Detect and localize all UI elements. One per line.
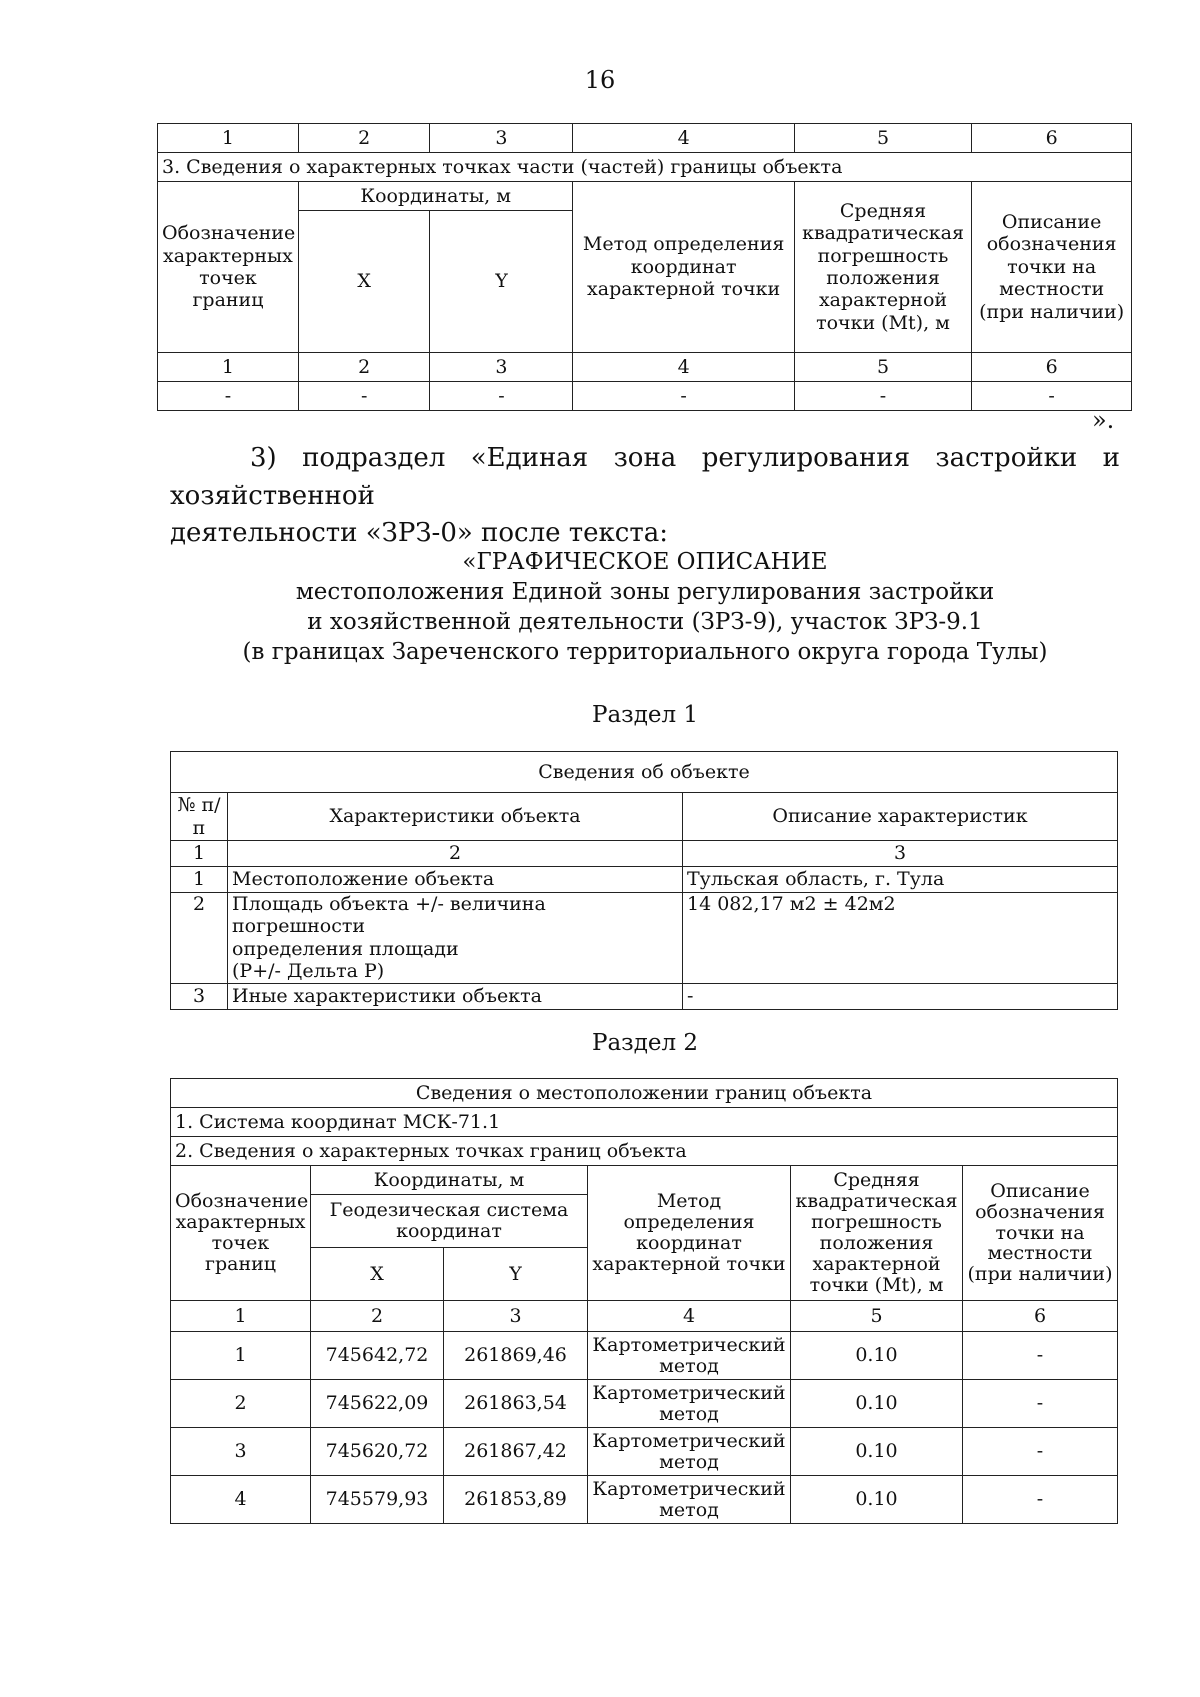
graphic-description-heading <box>0 548 1200 668</box>
body-line: 3) подраздел «Единая зона регулирования застройки и хозяйственной <box>170 443 1120 511</box>
column-header-description: Описание обозначения точки на местности (при наличии) <box>972 182 1132 353</box>
column-number: 1 <box>158 124 299 153</box>
column-number: 4 <box>573 353 794 382</box>
table-cell: - <box>430 382 573 411</box>
column-number: 2 <box>298 353 430 382</box>
boundary-points-table <box>170 1078 1118 1524</box>
column-number: 3 <box>683 841 1118 867</box>
column-number: 5 <box>791 1301 963 1332</box>
table-row <box>171 752 1118 793</box>
column-number: 3 <box>430 353 573 382</box>
method-cell: Картометрический метод <box>588 1428 791 1476</box>
section-title: Раздел 1 <box>591 702 699 728</box>
cell-line: Площадь объекта +/- величина погрешности <box>232 893 546 938</box>
characteristic-cell: Местоположение объекта <box>228 867 683 893</box>
row-number: 3 <box>171 983 228 1009</box>
body-line: деятельности «ЗРЗ-0» после текста: <box>170 518 668 549</box>
column-header-y: Y <box>430 211 573 353</box>
column-header-method: Метод определения координат характерной точки <box>573 182 794 353</box>
column-header-geodetic-system: Геодезическая система координат <box>311 1195 588 1248</box>
object-info-table <box>170 751 1118 1010</box>
column-header-characteristic: Характеристики объекта <box>228 793 683 841</box>
body-paragraph <box>170 440 1120 553</box>
y-coordinate-cell: 261869,46 <box>444 1332 588 1380</box>
table-row <box>171 1476 1118 1524</box>
coordinate-system: 1. Система координат МСК-71.1 <box>171 1108 1118 1137</box>
column-number: 6 <box>972 353 1132 382</box>
column-number: 4 <box>588 1301 791 1332</box>
cell-line: определения площади <box>232 937 459 960</box>
description-cell: 14 082,17 м2 ± 42м2 <box>683 893 1118 984</box>
table-header-row <box>158 182 1132 211</box>
table-title: Сведения о местоположении границ объекта <box>171 1079 1118 1108</box>
table-row <box>171 1380 1118 1428</box>
column-number: 3 <box>444 1301 588 1332</box>
cell-line: (P+/- Дельта P) <box>232 960 385 983</box>
x-coordinate-cell: 745620,72 <box>311 1428 444 1476</box>
table-row <box>171 1301 1118 1332</box>
section-title: Раздел 2 <box>591 1030 699 1056</box>
table-row <box>171 983 1118 1009</box>
table-row <box>158 153 1132 182</box>
column-number: 1 <box>158 353 299 382</box>
error-cell: 0.10 <box>791 1476 963 1524</box>
row-number: 1 <box>171 867 228 893</box>
column-number: 2 <box>298 124 430 153</box>
column-number: 5 <box>794 353 971 382</box>
column-header-method: Метод определения координат характерной точки <box>588 1166 791 1301</box>
table-row <box>171 1079 1118 1108</box>
column-header-description: Описание характеристик <box>683 793 1118 841</box>
column-header-no: № п/п <box>171 793 228 841</box>
table-row <box>171 1137 1118 1166</box>
description-cell: - <box>963 1332 1118 1380</box>
table-row <box>171 841 1118 867</box>
table-row <box>158 124 1132 153</box>
heading-line: (в границах Зареченского территориального округа города Тулы) <box>242 638 1048 665</box>
error-cell: 0.10 <box>791 1380 963 1428</box>
closing-quote: ». <box>1092 406 1115 434</box>
column-header-x: X <box>311 1248 444 1301</box>
table-cell: - <box>794 382 971 411</box>
method-cell: Картометрический метод <box>588 1476 791 1524</box>
heading-line: и хозяйственной деятельности (ЗРЗ-9), участок ЗРЗ-9.1 <box>307 608 983 635</box>
table-row <box>171 1108 1118 1137</box>
method-cell: Картометрический метод <box>588 1332 791 1380</box>
section-label: 2. Сведения о характерных точках границ объекта <box>171 1137 1118 1166</box>
column-number: 1 <box>171 841 228 867</box>
column-header-description: Описание обозначения точки на местности (при наличии) <box>963 1166 1118 1301</box>
column-number: 6 <box>963 1301 1118 1332</box>
column-number: 4 <box>573 124 794 153</box>
table-cell: - <box>298 382 430 411</box>
column-header-coords: Координаты, м <box>311 1166 588 1195</box>
description-cell: - <box>683 983 1118 1009</box>
error-cell: 0.10 <box>791 1332 963 1380</box>
table-cell: - <box>972 382 1132 411</box>
column-header-y: Y <box>444 1248 588 1301</box>
error-cell: 0.10 <box>791 1428 963 1476</box>
point-number-cell: 4 <box>171 1476 311 1524</box>
table-cell: - <box>158 382 299 411</box>
table-row <box>158 353 1132 382</box>
description-cell: - <box>963 1428 1118 1476</box>
column-header-error: Средняя квадратическая погрешность положения характерной точки (Mt), м <box>794 182 971 353</box>
heading-line: «ГРАФИЧЕСКОЕ ОПИСАНИЕ <box>462 549 828 575</box>
table-row <box>158 382 1132 411</box>
table-row <box>171 893 1118 984</box>
x-coordinate-cell: 745579,93 <box>311 1476 444 1524</box>
column-header-x: X <box>298 211 430 353</box>
column-header-coords: Координаты, м <box>298 182 573 211</box>
table-row <box>171 1428 1118 1476</box>
section-label: 3. Сведения о характерных точках части (частей) границы объекта <box>158 153 1132 182</box>
column-header-error: Средняя квадратическая погрешность положения характерной точки (Mt), м <box>791 1166 963 1301</box>
point-number-cell: 3 <box>171 1428 311 1476</box>
y-coordinate-cell: 261867,42 <box>444 1428 588 1476</box>
description-cell: - <box>963 1476 1118 1524</box>
method-cell: Картометрический метод <box>588 1380 791 1428</box>
table-cell: - <box>573 382 794 411</box>
column-number: 5 <box>794 124 971 153</box>
column-header-point: Обозначение характерных точек границ <box>158 182 299 353</box>
x-coordinate-cell: 745622,09 <box>311 1380 444 1428</box>
point-number-cell: 2 <box>171 1380 311 1428</box>
column-number: 2 <box>228 841 683 867</box>
characteristic-cell: Иные характеристики объекта <box>228 983 683 1009</box>
table-title: Сведения об объекте <box>171 752 1118 793</box>
point-number-cell: 1 <box>171 1332 311 1380</box>
page-number: 16 <box>584 66 616 94</box>
table-row <box>171 867 1118 893</box>
boundary-part-points-table <box>157 123 1132 411</box>
row-number: 2 <box>171 893 228 984</box>
description-cell: - <box>963 1380 1118 1428</box>
characteristic-cell <box>228 893 683 984</box>
x-coordinate-cell: 745642,72 <box>311 1332 444 1380</box>
column-number: 2 <box>311 1301 444 1332</box>
table-header-row <box>171 793 1118 841</box>
column-number: 1 <box>171 1301 311 1332</box>
y-coordinate-cell: 261863,54 <box>444 1380 588 1428</box>
column-header-point: Обозначение характерных точек границ <box>171 1166 311 1301</box>
table-header-row <box>171 1166 1118 1195</box>
column-number: 3 <box>430 124 573 153</box>
heading-line: местоположения Единой зоны регулирования застройки <box>295 578 995 605</box>
y-coordinate-cell: 261853,89 <box>444 1476 588 1524</box>
table-row <box>171 1332 1118 1380</box>
column-number: 6 <box>972 124 1132 153</box>
description-cell: Тульская область, г. Тула <box>683 867 1118 893</box>
